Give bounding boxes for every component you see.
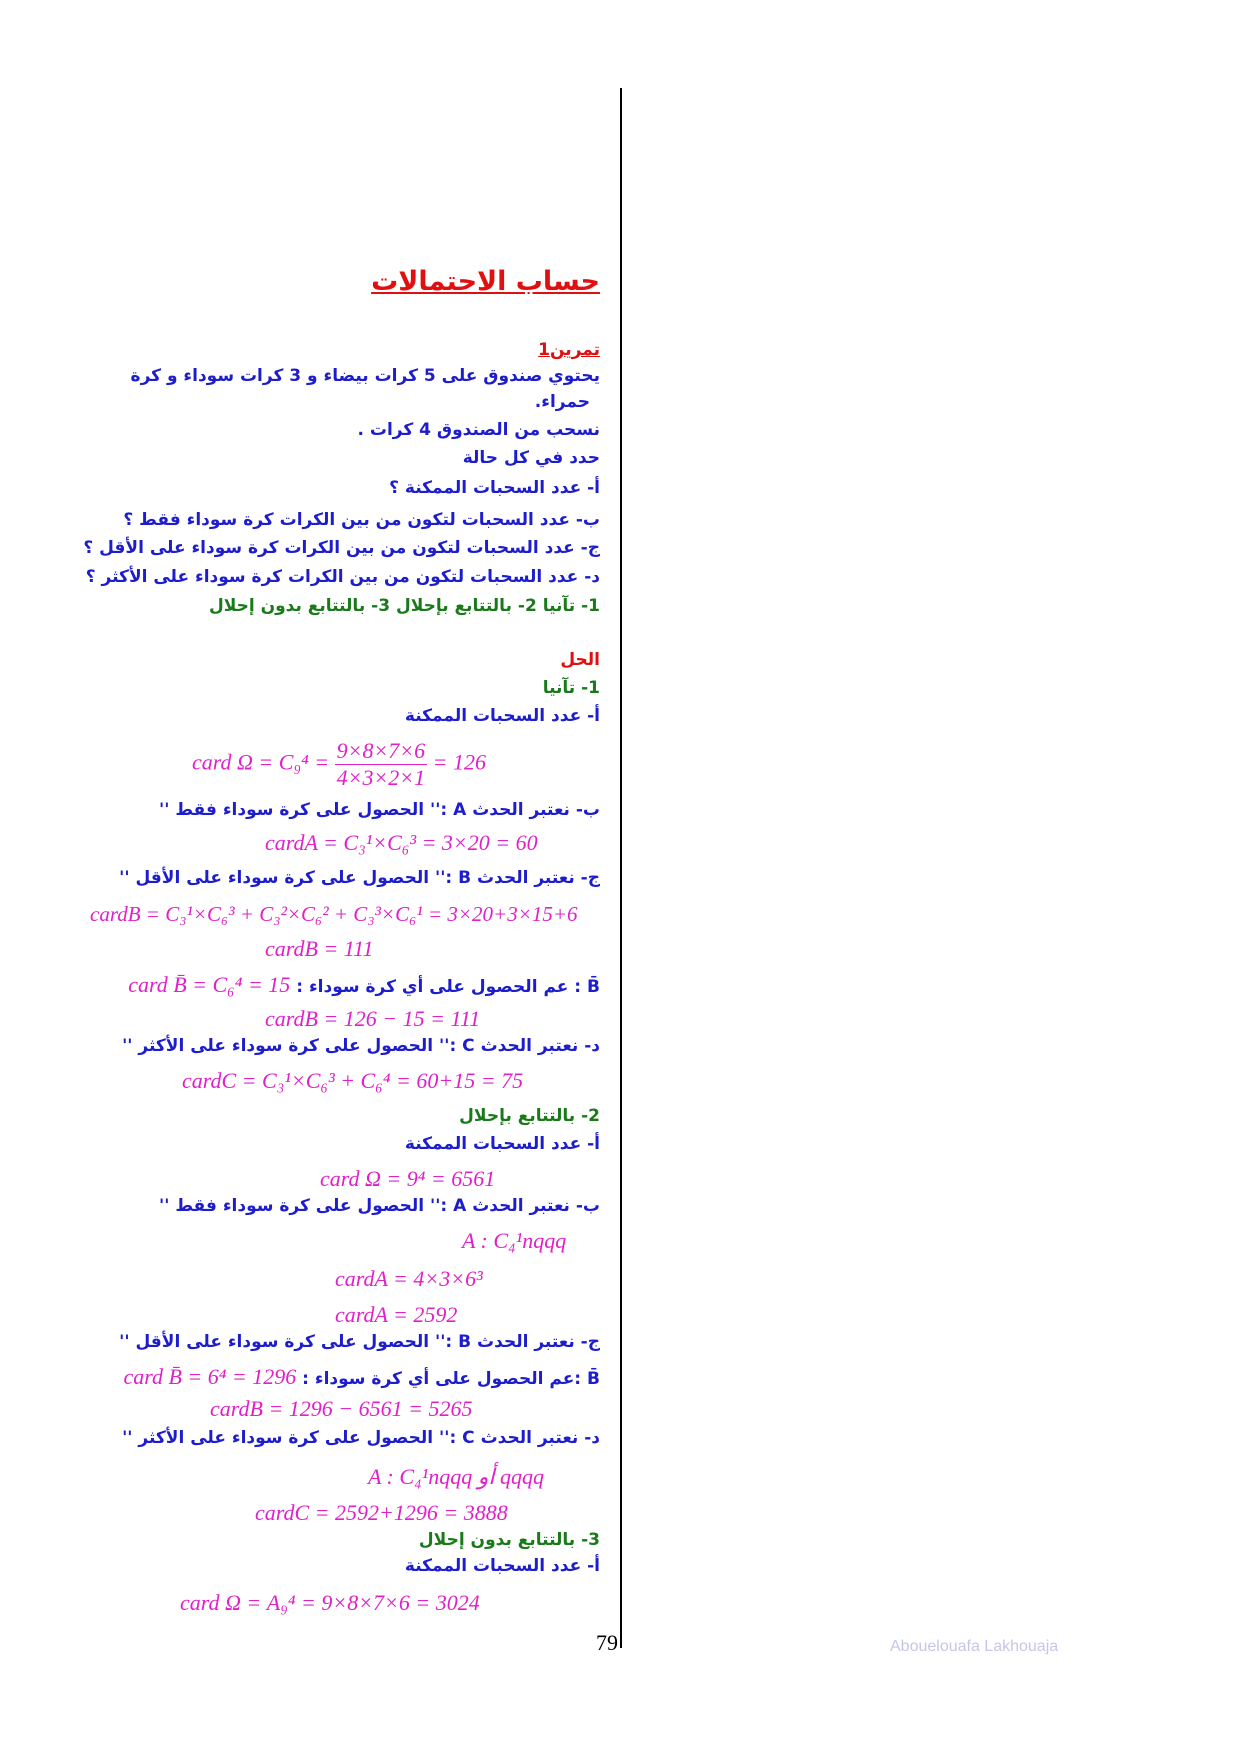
s2-d-formula-0: A : C₄¹nqqq أو qqqq <box>368 1464 545 1489</box>
s2-b-formula-2: cardA = 2592 <box>335 1302 458 1327</box>
s2-c-complement-text: B̄ :عم الحصول على أي كرة سوداء : <box>302 1369 600 1389</box>
page-number: 79 <box>596 1630 618 1655</box>
s1-a-formula <box>192 738 486 791</box>
s1-c-complement <box>128 972 600 998</box>
s2-b-formula-1: cardA = 4×3×6³ <box>335 1266 483 1291</box>
s2-d-label: د- نعتبر الحدث C :'' الحصول على كرة سوداء على الأكثر '' <box>122 1428 600 1448</box>
exercise-line: حدد في كل حالة <box>462 448 600 468</box>
s1-d-formula: cardC = C₃¹×C₆³ + C₆⁴ = 60+15 = 75 <box>182 1068 524 1093</box>
exercise-line: يحتوي صندوق على 5 كرات بيضاء و 3 كرات سوداء و كرة <box>130 366 600 386</box>
s1-c-formula-3: cardB = 126 − 15 = 111 <box>265 1006 481 1031</box>
s1-b-label: ب- نعتبر الحدث A :'' الحصول على كرة سوداء فقط '' <box>159 800 600 820</box>
question-c: ج- عدد السحبات لتكون من بين الكرات كرة سوداء على الأقل ؟ <box>83 538 600 558</box>
column-divider <box>620 88 622 1648</box>
s2-c-complement-formula: card B̄ = 6⁴ = 1296 <box>123 1364 297 1389</box>
s2-c-formula: cardB = 1296 − 6561 = 5265 <box>210 1396 473 1421</box>
author-watermark: Abouelouafa Lakhouaja <box>890 1638 1059 1655</box>
exercise-heading: تمرين1 <box>538 340 600 360</box>
s1-b-formula: cardA = C₃¹×C₆³ = 3×20 = 60 <box>265 830 538 855</box>
s3-a-label: أ- عدد السحبات الممكنة <box>404 1556 600 1576</box>
s1-d-label: د- نعتبر الحدث C :'' الحصول على كرة سوداء على الأكثر '' <box>122 1036 600 1056</box>
s1-a-numerator: 9×8×7×6 <box>336 738 426 763</box>
s2-b-label: ب- نعتبر الحدث A :'' الحصول على كرة سوداء فقط '' <box>159 1196 600 1216</box>
s2-a-label: أ- عدد السحبات الممكنة <box>404 1134 600 1154</box>
section-3-heading: 3- بالتتابع بدون إحلال <box>418 1530 600 1550</box>
exercise-line: نسحب من الصندوق 4 كرات . <box>357 420 600 440</box>
s2-d-formula-1: cardC = 2592+1296 = 3888 <box>255 1500 508 1525</box>
s3-a-formula: card Ω = A₉⁴ = 9×8×7×6 = 3024 <box>180 1590 480 1615</box>
s1-a-fraction <box>335 738 428 791</box>
s1-a-formula-right: = 126 <box>432 749 486 775</box>
s1-a-formula-left: card Ω = C₉⁴ = <box>192 749 330 775</box>
s1-a-denominator: 4×3×2×1 <box>336 765 426 790</box>
page-title: حساب الاحتمالات <box>371 266 600 297</box>
s1-c-complement-text: B̄ : عم الحصول على أي كرة سوداء : <box>296 977 600 997</box>
s2-a-formula: card Ω = 9⁴ = 6561 <box>320 1166 496 1191</box>
s1-c-label: ج- نعتبر الحدث B :'' الحصول على كرة سوداء على الأقل '' <box>119 868 600 888</box>
s1-c-complement-formula: card B̄ = C₆⁴ = 15 <box>128 972 291 997</box>
question-a: أ- عدد السحبات الممكنة ؟ <box>389 478 600 498</box>
question-b: ب- عدد السحبات لتكون من بين الكرات كرة سوداء فقط ؟ <box>123 510 600 530</box>
s2-b-formula-0: A : C₄¹nqqq <box>462 1228 567 1253</box>
s1-c-formula-2: cardB = 111 <box>265 936 374 961</box>
section-2-heading: 2- بالتتابع بإحلال <box>459 1106 600 1126</box>
question-d: د- عدد السحبات لتكون من بين الكرات كرة سوداء على الأكثر ؟ <box>85 567 600 587</box>
solution-heading: الحل <box>560 650 600 670</box>
s2-c-complement <box>123 1364 600 1390</box>
s2-c-label: ج- نعتبر الحدث B :'' الحصول على كرة سوداء على الأقل '' <box>119 1332 600 1352</box>
exercise-line: حمراء. <box>534 392 590 412</box>
s1-c-formula-1: cardB = C₃¹×C₆³ + C₃²×C₆² + C₃³×C₆¹ = 3×20+3×15+6 <box>90 902 578 926</box>
section-1-heading: 1- تآنيا <box>542 678 600 698</box>
s1-a-label: أ- عدد السحبات الممكنة <box>404 706 600 726</box>
draw-modes: 1- تآنيا 2- بالتتابع بإحلال 3- بالتتابع بدون إحلال <box>208 596 600 616</box>
